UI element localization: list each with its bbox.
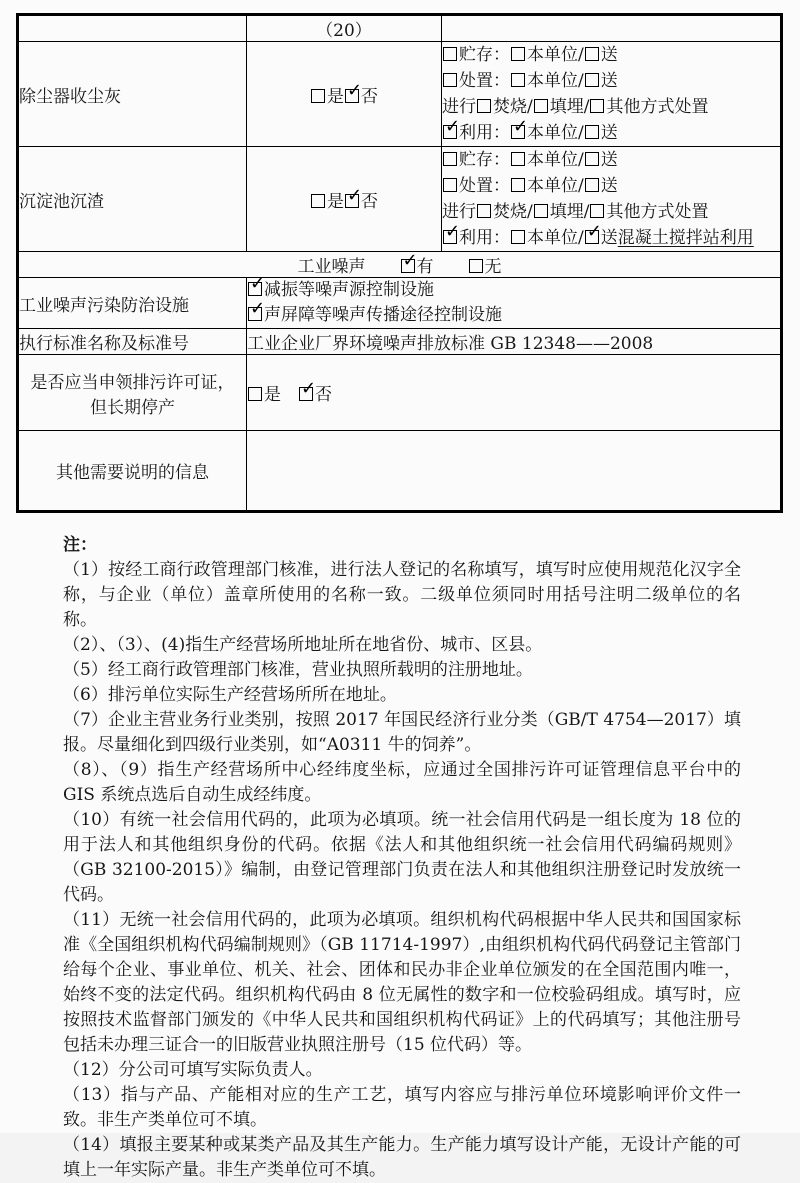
empty-checkbox-icon bbox=[311, 194, 325, 208]
standard-label: 执行标准名称及标准号 bbox=[18, 329, 247, 355]
text-run: 送 bbox=[600, 45, 618, 65]
noise-facilities-label: 工业噪声污染防治设施 bbox=[18, 278, 247, 329]
empty-checkbox-icon bbox=[511, 47, 525, 61]
text-run: 填埋/ bbox=[549, 202, 590, 222]
empty-checkbox-icon bbox=[585, 125, 599, 139]
checked-checkbox-icon: ✓ bbox=[250, 298, 266, 319]
registration-form-table bbox=[16, 13, 783, 513]
checked-checkbox-icon: ✓ bbox=[301, 378, 317, 399]
waste-yes-no-cell bbox=[247, 42, 442, 147]
waste-yes-no-cell bbox=[247, 147, 442, 252]
text-run: 进行 bbox=[442, 202, 476, 222]
text-run: 是 bbox=[264, 385, 298, 405]
empty-checkbox-icon bbox=[477, 204, 491, 218]
text-run: 否 bbox=[315, 385, 332, 405]
disposal-line-utilization bbox=[442, 116, 780, 146]
empty-checkbox-icon bbox=[443, 73, 457, 87]
text-run: 焚烧/ bbox=[493, 97, 533, 117]
text-run: 否 bbox=[361, 86, 378, 107]
waste-disposal-cell bbox=[442, 42, 782, 147]
note-item-8-9: （8）、（9）指生产经营场所中心经纬度坐标，应通过全国排污许可证管理信息平台中的 GIS 系统点选后自动生成经纬度。 bbox=[63, 760, 741, 805]
empty-checkbox-icon bbox=[469, 259, 483, 273]
empty-checkbox-icon bbox=[511, 73, 525, 87]
text-run: 本单位/ bbox=[527, 228, 584, 248]
text-run: 送 bbox=[600, 123, 618, 143]
checked-checkbox-icon: ✓ bbox=[445, 116, 461, 137]
note-item-5: （5）经工商行政管理部门核准，营业执照所载明的注册地址。 bbox=[63, 660, 533, 680]
note-item-7: （7）企业主营业务行业类别，按照 2017 年国民经济行业分类（GB/T 4754—2017）填报。尽量细化到四级行业类别，如“A0311 牛的饲养”。 bbox=[63, 710, 741, 755]
disposal-line-storage bbox=[442, 147, 780, 173]
permit-yes-no-cell bbox=[247, 355, 782, 431]
empty-checkbox-icon bbox=[534, 99, 548, 113]
checked-checkbox-icon: ✓ bbox=[513, 116, 529, 137]
permit-long-stop-label bbox=[18, 355, 247, 431]
empty-checkbox-icon bbox=[585, 73, 599, 87]
text-run: 是 bbox=[327, 191, 344, 212]
note-item-1: （1）按经工商行政管理部门核准，进行法人登记的名称填写，填写时应使用规范化汉字全称，与企业（单位）盖章所使用的名称一致。二级单位须同时用括号注明二级单位的名称。 bbox=[63, 560, 741, 630]
empty-checkbox-icon bbox=[585, 152, 599, 166]
text-run: 处置： bbox=[459, 176, 510, 196]
other-info-label: 其他需要说明的信息 bbox=[18, 431, 247, 512]
header-row bbox=[18, 15, 782, 42]
empty-checkbox-icon bbox=[585, 47, 599, 61]
checked-checkbox-icon: ✓ bbox=[402, 250, 418, 271]
text-run: 处置： bbox=[459, 71, 510, 91]
industrial-noise-cell bbox=[18, 252, 782, 278]
disposal-line-methods bbox=[442, 94, 780, 120]
disposal-line-treatment bbox=[442, 173, 780, 199]
note-item-11: （11）无统一社会信用代码的，此项为必填项。组织机构代码根据中华人民共和国国家标准《全国组织机构代码编制规则》（GB 11714-1997）,由组织机构代码代码登记主管部门给每个企业、事业单位、机关、社会、团体和民办非企业单位颁发的在全国范围内唯一，始终不变的法定代码。组织机构代码由 8 位无属性的数字和一位校验码组成。填写时，应按照技术监督部门颁发的《中华人民共和国组织机构代码证》上的代码填写；其他注册号包括未办理三证合一的旧版营业执照注册号（15 位代码）等。 bbox=[63, 910, 741, 1055]
notes-section bbox=[63, 533, 741, 1183]
text-run: 填埋/ bbox=[549, 97, 590, 117]
disposal-line-storage bbox=[442, 42, 780, 68]
permit-label-line1: 是否应当申领排污许可证， bbox=[30, 372, 235, 393]
checked-checkbox-icon: ✓ bbox=[347, 79, 363, 101]
text-run: 减振等噪声源控制设施 bbox=[264, 280, 434, 300]
empty-checkbox-icon bbox=[443, 47, 457, 61]
text-run: 贮存： bbox=[459, 150, 510, 170]
header-col20-cell: （20） bbox=[247, 15, 442, 42]
empty-checkbox-icon bbox=[311, 89, 325, 103]
disposal-line-treatment bbox=[442, 68, 780, 94]
empty-checkbox-icon bbox=[534, 204, 548, 218]
checked-checkbox-icon: ✓ bbox=[347, 184, 363, 206]
checked-checkbox-icon: ✓ bbox=[250, 273, 266, 294]
header-empty-cell-right bbox=[442, 15, 782, 42]
text-run: 利用： bbox=[459, 123, 510, 143]
noise-facilities-row bbox=[18, 278, 782, 329]
noise-facilities-cell bbox=[247, 273, 782, 329]
noise-facility-source-control bbox=[247, 273, 780, 303]
empty-checkbox-icon bbox=[248, 387, 262, 401]
industrial-noise-row bbox=[18, 252, 782, 278]
text-run: 焚烧/ bbox=[493, 202, 533, 222]
text-run: 是 bbox=[327, 86, 344, 107]
text-run: 有 bbox=[416, 257, 468, 277]
note-item-12: （12）分公司可填写实际负责人。 bbox=[63, 1060, 323, 1080]
text-run: 本单位/ bbox=[527, 176, 584, 196]
noise-facility-barrier-control bbox=[247, 298, 780, 328]
permit-label-line2: 但长期停产 bbox=[90, 397, 175, 418]
text-run: 进行 bbox=[442, 97, 476, 117]
standard-row bbox=[18, 329, 782, 355]
note-item-6: （6）排污单位实际生产经营场所所在地址。 bbox=[63, 685, 397, 705]
text-run: 其他方式处置 bbox=[606, 202, 709, 222]
empty-checkbox-icon bbox=[511, 230, 525, 244]
empty-checkbox-icon bbox=[585, 178, 599, 192]
text-run: 工业噪声 bbox=[297, 257, 400, 277]
waste-row-dust-collector-ash bbox=[18, 42, 782, 147]
empty-checkbox-icon bbox=[511, 178, 525, 192]
standard-value: 工业企业厂界环境噪声排放标准 GB 12348——2008 bbox=[247, 329, 782, 355]
waste-label: 除尘器收尘灰 bbox=[18, 42, 247, 147]
text-run: 否 bbox=[361, 191, 378, 212]
empty-checkbox-icon bbox=[590, 204, 604, 218]
empty-checkbox-icon bbox=[590, 99, 604, 113]
other-info-value bbox=[247, 431, 782, 512]
permit-long-stop-row bbox=[18, 355, 782, 431]
note-item-13: （13）指与产品、产能相对应的生产工艺，填写内容应与排污单位环境影响评价文件一致。非生产类单位可不填。 bbox=[63, 1085, 741, 1130]
empty-checkbox-icon bbox=[443, 152, 457, 166]
text-run: 本单位/ bbox=[527, 71, 584, 91]
text-run: 送 bbox=[600, 176, 618, 196]
waste-disposal-cell bbox=[442, 147, 782, 252]
checked-checkbox-icon: ✓ bbox=[586, 221, 602, 242]
text-run: 本单位/ bbox=[527, 45, 584, 65]
text-run: 本单位/ bbox=[527, 123, 584, 143]
text-run: 贮存： bbox=[459, 45, 510, 65]
empty-checkbox-icon bbox=[477, 99, 491, 113]
text-run: 无 bbox=[484, 257, 502, 277]
text-run: 送 bbox=[600, 150, 618, 170]
note-item-2-3-4: （2）、（3）、(4)指生产经营场所地址所在地省份、城市、区县。 bbox=[63, 635, 543, 655]
note-item-10: （10）有统一社会信用代码的，此项为必填项。统一社会信用代码是一组长度为 18 位的用于法人和其他组织身份的代码。依据《法人和其他组织统一社会信用代码编码规则》（GB 32100-2015）》编制，由登记管理部门负责在法人和其他组织注册登记时发放统一代码。 bbox=[63, 810, 741, 905]
disposal-line-utilization bbox=[442, 221, 780, 251]
text-run: 声屏障等噪声传播途径控制设施 bbox=[264, 305, 502, 325]
note-item-14: （14）填报主要某种或某类产品及其生产能力。生产能力填写设计产能，无设计产能的可填上一年实际产量。非生产类单位可不填。 bbox=[63, 1135, 741, 1180]
text-run: 送 bbox=[600, 71, 618, 91]
text-run: 利用： bbox=[459, 228, 510, 248]
waste-row-sediment-tank-sludge bbox=[18, 147, 782, 252]
text-run: 其他方式处置 bbox=[606, 97, 709, 117]
empty-checkbox-icon bbox=[511, 152, 525, 166]
notes-heading: 注： bbox=[63, 535, 97, 555]
other-info-row bbox=[18, 431, 782, 512]
checked-checkbox-icon: ✓ bbox=[445, 221, 461, 242]
text-run: 混凝土搅拌站利用 bbox=[617, 228, 754, 248]
text-run: 送 bbox=[600, 228, 618, 248]
waste-label: 沉淀池沉渣 bbox=[18, 147, 247, 252]
header-empty-cell-left bbox=[18, 15, 247, 42]
text-run: 本单位/ bbox=[527, 150, 584, 170]
disposal-line-methods bbox=[442, 199, 780, 225]
empty-checkbox-icon bbox=[443, 178, 457, 192]
